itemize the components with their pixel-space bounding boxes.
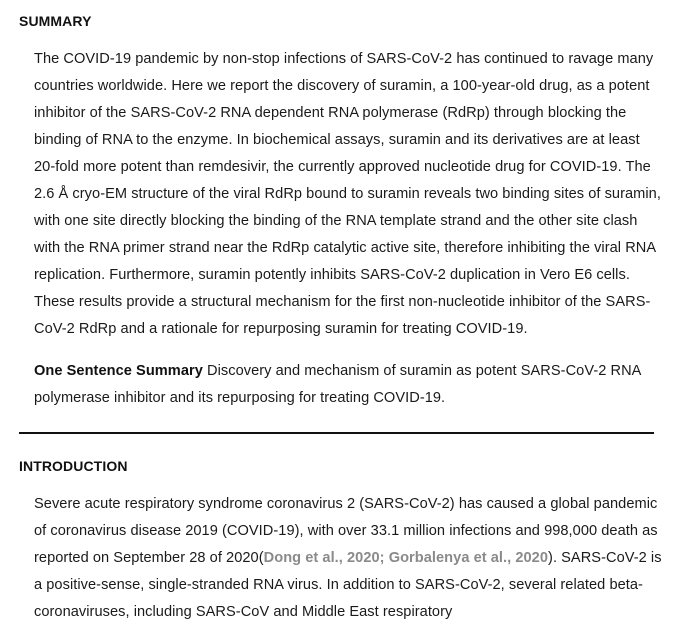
summary-abstract: The COVID-19 pandemic by non-stop infections of SARS-CoV-2 has continued to ravage many countries worldwide. Here we report the discovery of suramin, a 100-year-old drug, as a potent inhibitor of the SARS-CoV-2 RNA dependent RNA polymerase (RdRp) through blocking the binding of RNA to the enzyme. In biochemical assays, suramin and its derivatives are at least 20-fold more potent than remdesivir, the currently approved nucleotide drug for COVID-19. The 2.6 Å cryo-EM structure of the viral RdRp bound to suramin reveals two binding sites of suramin, with one site directly blocking the binding of the RNA template strand and the other site clash with the RNA primer strand near the RdRp catalytic active site, therefore inhibiting the viral RNA replication. Furthermore, suramin potently inhibits SARS-CoV-2 duplication in Vero E6 cells. These results provide a structural mechanism for the first non-nucleotide inhibitor of the SARS-CoV-2 RdRp and a rationale for repurposing suramin for treating COVID-19.: [34, 51, 661, 337]
citation-link-dong[interactable]: Dong et al., 2020: [263, 550, 380, 566]
introduction-text-start: Severe acute respiratory syndrome coronavirus 2 (SARS-CoV-2) has caused a global pandemic of coronavirus disease 2019 (COVID-19), with over 33.1 million infections and 998,000 death as reported on September 28 of 2020(: [34, 496, 658, 566]
introduction-paragraph: [34, 491, 664, 626]
introduction-text-end: ). SARS-CoV-2 is a positive-sense, single-stranded RNA virus. In addition to SARS-CoV-2, several related beta-coronaviruses, including SARS-CoV and Middle East respiratory: [34, 550, 662, 620]
one-sentence-summary-text: Discovery and mechanism of suramin as potent SARS-CoV-2 RNA polymerase inhibitor and its repurposing for treating COVID-19.: [34, 363, 641, 406]
citation-link-gorbalenya[interactable]: Gorbalenya et al., 2020: [388, 550, 549, 566]
one-sentence-summary-label: One Sentence Summary: [34, 363, 203, 379]
summary-heading: SUMMARY: [19, 13, 92, 29]
section-divider: [19, 432, 654, 434]
introduction-heading: INTRODUCTION: [19, 458, 128, 474]
citation-separator: ;: [379, 550, 389, 566]
one-sentence-summary: [34, 358, 664, 412]
